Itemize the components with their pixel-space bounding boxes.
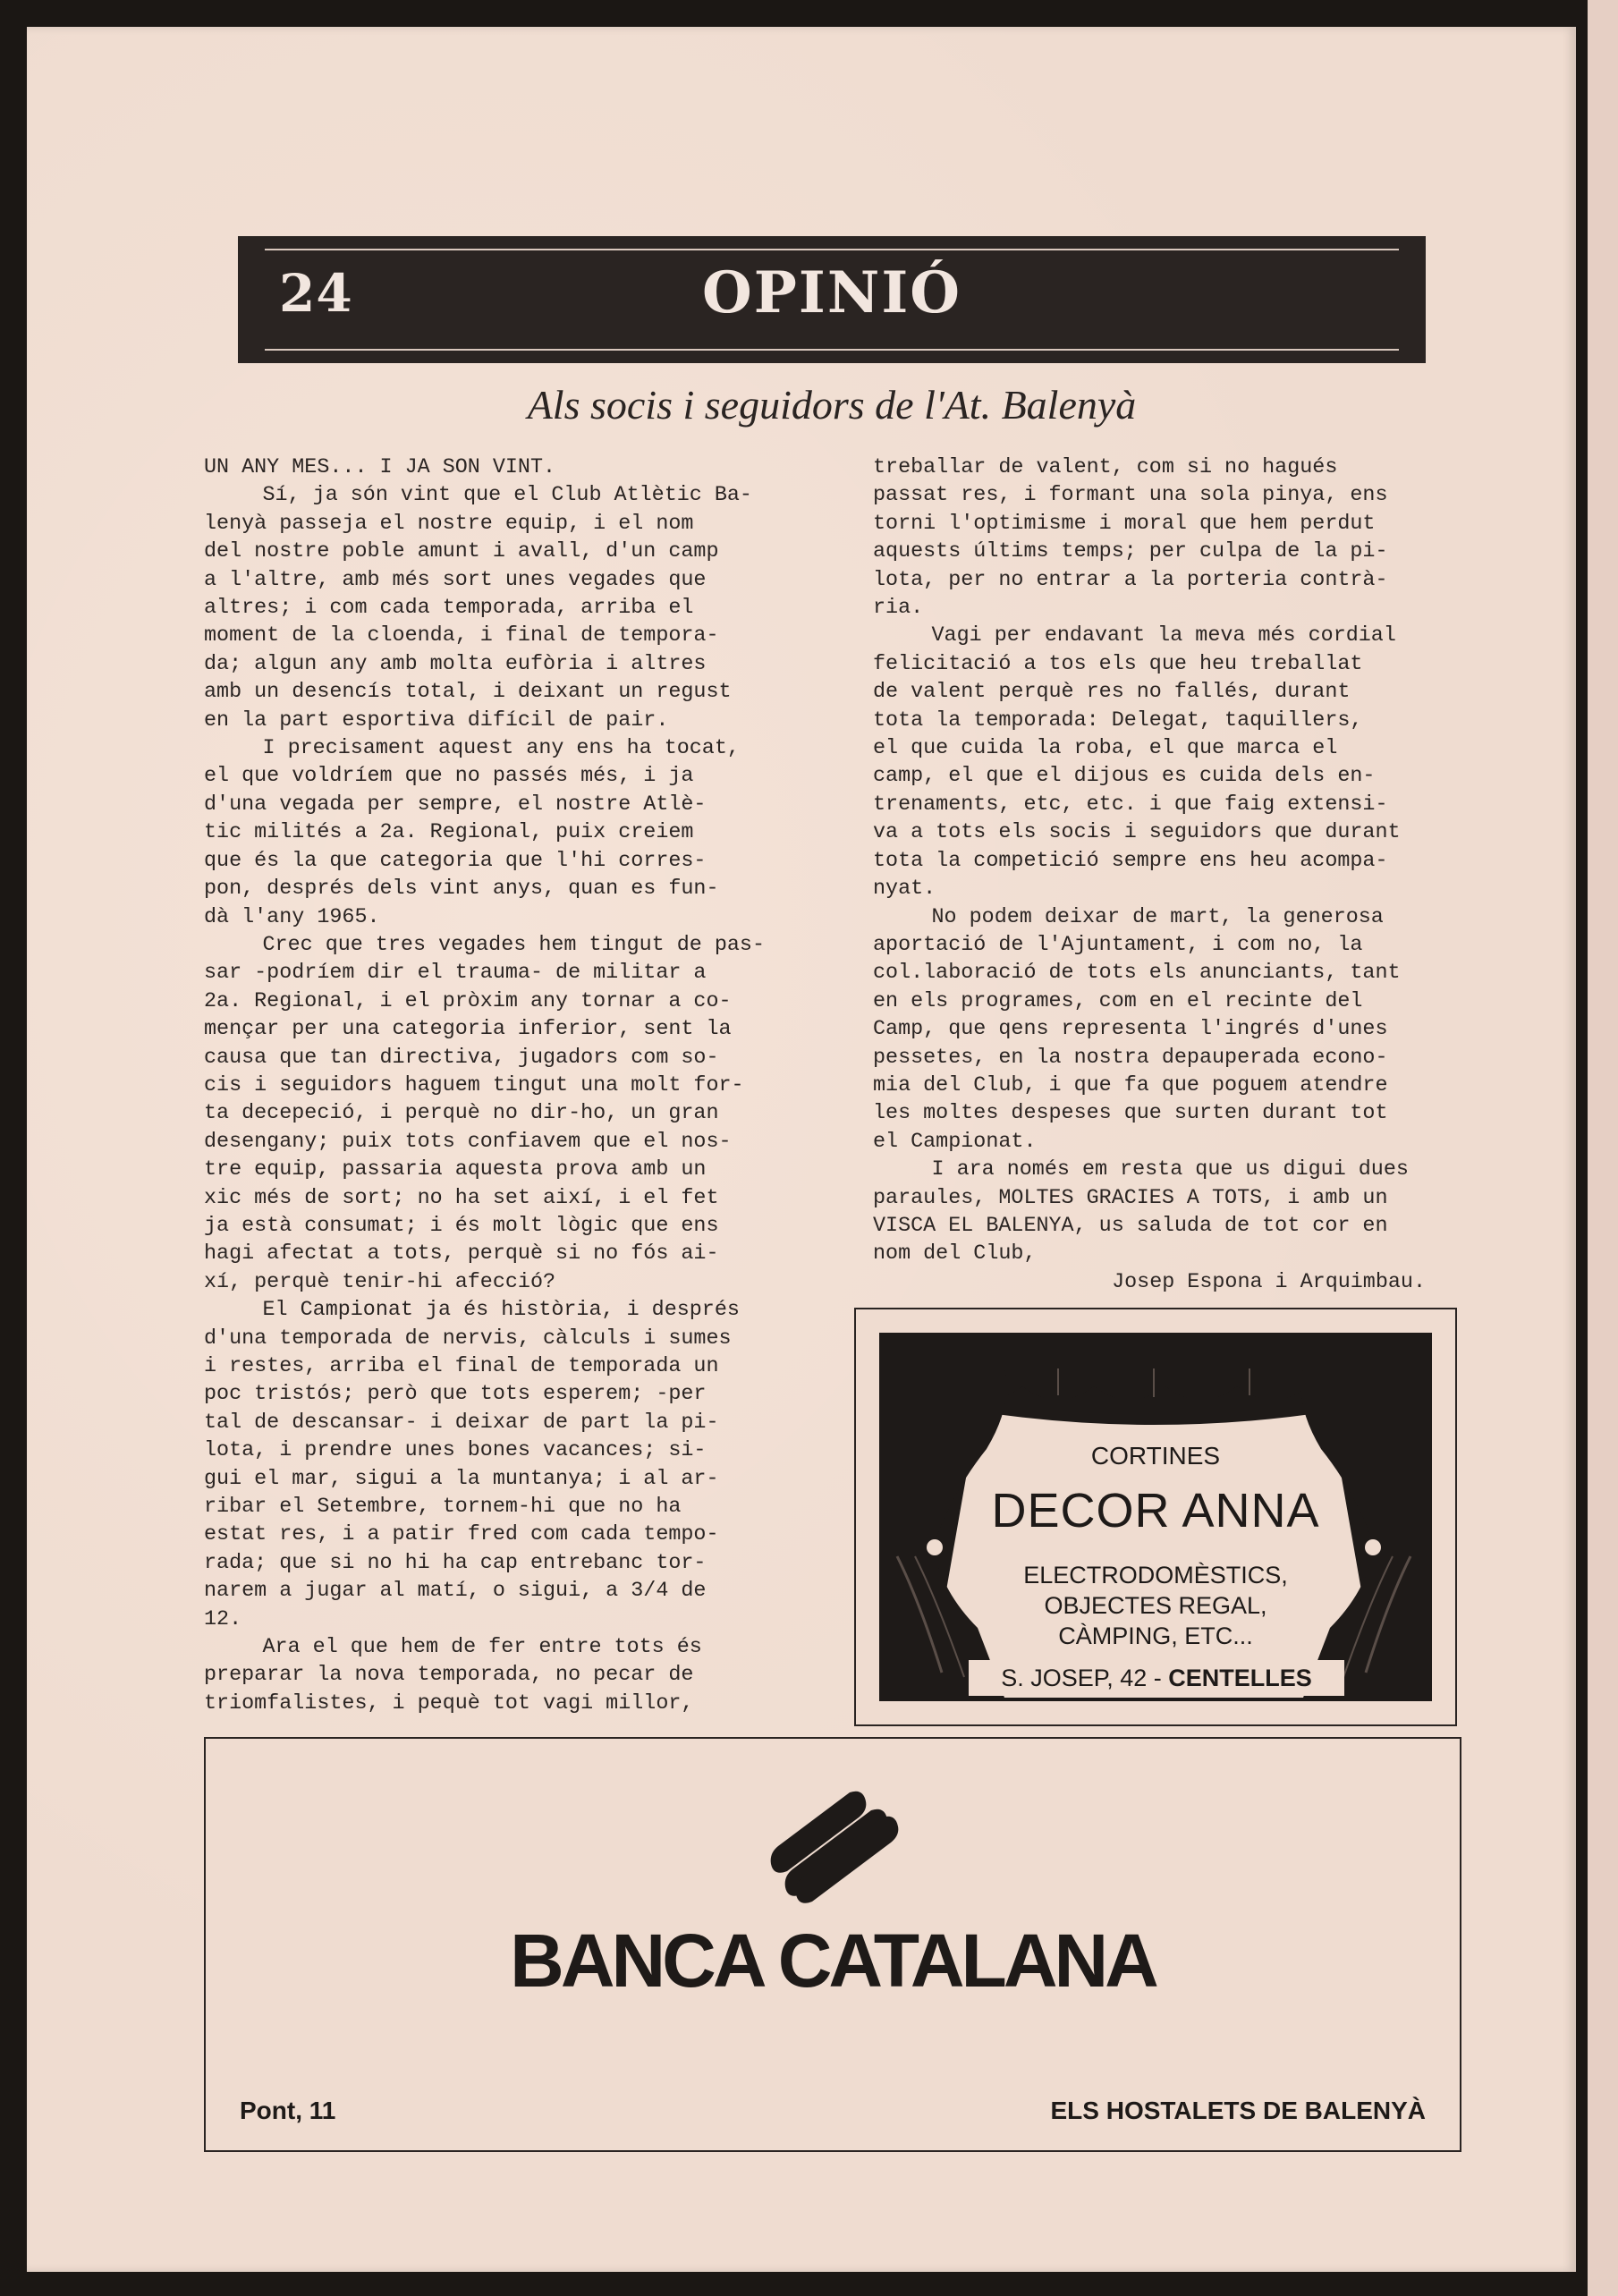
article-line: causa que tan directiva, jugadors com so- bbox=[204, 1046, 719, 1070]
article-line: el que cuida la roba, el que marca el bbox=[873, 737, 1338, 761]
article-line: No podem deixar de mart, la generosa bbox=[931, 905, 1384, 929]
article-line: tota la temporada: Delegat, taquillers, bbox=[873, 708, 1363, 733]
article-line: pessetes, en la nostra depauperada econo- bbox=[873, 1046, 1388, 1070]
article-line: Ara el que hem de fer entre tots és bbox=[262, 1636, 702, 1660]
article-line: que és la que categoria que l'hi corres- bbox=[204, 849, 707, 873]
article-line: altres; i com cada temporada, arriba el bbox=[204, 597, 694, 621]
page-number: 24 bbox=[279, 263, 353, 324]
article-line: VISCA EL BALENYA, us saluda de tot cor en bbox=[873, 1214, 1388, 1238]
advertisement-banca-catalana bbox=[204, 1737, 1461, 2152]
article-line: lota, i prendre unes bones vacances; si- bbox=[204, 1439, 707, 1463]
magazine-page bbox=[27, 27, 1576, 2272]
article-line: nom del Club, bbox=[873, 1242, 1037, 1267]
ad-address-city: CENTELLES bbox=[1168, 1665, 1312, 1691]
article-line: estat res, i a patir fred com cada tempo- bbox=[204, 1523, 719, 1547]
article-title: Als socis i seguidors de l'At. Balenyà bbox=[527, 382, 1137, 428]
article-line: lenyà passeja el nostre equip, i el nom bbox=[204, 512, 694, 536]
article-line: Vagi per endavant la meva més cordial bbox=[931, 624, 1396, 648]
article-signature: Josep Espona i Arquimbau. bbox=[1112, 1270, 1426, 1294]
article-line: pon, després dels vint anys, quan es fun- bbox=[204, 877, 719, 902]
banca-catalana-logo-icon bbox=[760, 1783, 903, 1909]
ad-line-camping: CÀMPING, ETC... bbox=[1058, 1622, 1253, 1649]
article-line: tic milités a 2a. Regional, puix creiem bbox=[204, 821, 694, 845]
article-line: El Campionat ja és història, i després bbox=[262, 1299, 740, 1323]
article-line: aquests últims temps; per culpa de la pi- bbox=[873, 540, 1388, 564]
bank-address-town: ELS HOSTALETS DE BALENYÀ bbox=[1050, 2097, 1426, 2124]
article-line: sar -podríem dir el trauma- de militar a bbox=[204, 962, 707, 986]
section-header bbox=[238, 236, 1426, 363]
article-line: amb un desencís total, i deixant un regust bbox=[204, 681, 732, 705]
article-line: paraules, MOLTES GRACIES A TOTS, i amb un bbox=[873, 1186, 1388, 1210]
article-line: d'una vegada per sempre, el nostre Atlè- bbox=[204, 792, 707, 817]
bank-name: BANCA CATALANA bbox=[510, 1919, 1156, 2003]
article-line: xí, perquè tenir-hi afecció? bbox=[204, 1270, 556, 1294]
article-line: d'una temporada de nervis, càlculs i sumes bbox=[204, 1326, 732, 1351]
article-line: tal de descansar- i deixar de part la pi- bbox=[204, 1411, 719, 1435]
article-line: tre equip, passaria aquesta prova amb un bbox=[204, 1158, 707, 1182]
article-line: el Campionat. bbox=[873, 1130, 1037, 1154]
article-line: rada; que si no hi ha cap entrebanc tor- bbox=[204, 1551, 707, 1575]
article-line: dà l'any 1965. bbox=[204, 905, 380, 929]
article-line: de valent perquè res no fallés, durant bbox=[873, 681, 1351, 705]
article-line: 12. bbox=[204, 1607, 242, 1631]
article-line: a l'altre, amb més sort unes vegades que bbox=[204, 568, 707, 592]
article-line: treballar de valent, com si no hagués bbox=[873, 456, 1338, 479]
article-line: triomfalistes, i pequè tot vagi millor, bbox=[204, 1691, 694, 1716]
ad-decor-anna-title: DECOR ANNA bbox=[991, 1484, 1320, 1538]
article-line: torni l'optimisme i moral que hem perdut bbox=[873, 512, 1376, 536]
bank-address-street: Pont, 11 bbox=[240, 2097, 336, 2124]
article-line: i restes, arriba el final de temporada un bbox=[204, 1355, 719, 1378]
article-line: en la part esportiva difícil de pair. bbox=[204, 708, 669, 733]
article-line: passat res, i formant una sola pinya, ens bbox=[873, 484, 1388, 508]
article-line: felicitació a tos els que heu treballat bbox=[873, 652, 1363, 676]
header-rule-bottom bbox=[265, 349, 1399, 351]
article-line: el que voldríem que no passés més, i ja bbox=[204, 765, 694, 789]
article-line: col.laboració de tots els anunciants, tant bbox=[873, 962, 1401, 986]
article-line: camp, el que el dijous es cuida dels en- bbox=[873, 765, 1376, 789]
article-line: preparar la nova temporada, no pecar de bbox=[204, 1664, 694, 1688]
article-line: lota, per no entrar a la porteria contrà- bbox=[873, 568, 1388, 592]
adjacent-page-edge bbox=[1577, 0, 1618, 2296]
article-line: moment de la cloenda, i final de tempora- bbox=[204, 624, 719, 648]
article-line: tota la competició sempre ens heu acompa- bbox=[873, 849, 1388, 873]
article-line: en els programes, com en el recinte del bbox=[873, 989, 1363, 1013]
section-title: OPINIÓ bbox=[702, 259, 961, 326]
article-line: va a tots els socis i seguidors que durant bbox=[873, 821, 1401, 845]
article-line: I ara només em resta que us digui dues bbox=[931, 1158, 1409, 1182]
article-line: mia del Club, i que fa que poguem atendre bbox=[873, 1073, 1388, 1097]
ad-address bbox=[969, 1660, 1344, 1696]
header-rule-top bbox=[265, 249, 1399, 250]
advertisement-decor-anna bbox=[854, 1308, 1457, 1726]
article-line: poc tristós; però que tots esperem; -per bbox=[204, 1383, 707, 1407]
article-line: da; algun any amb molta eufòria i altres bbox=[204, 652, 707, 676]
article-line: les moltes despeses que surten durant tot bbox=[873, 1102, 1388, 1126]
article-line: gui el mar, sigui a la muntanya; i al ar- bbox=[204, 1467, 719, 1491]
ad-address-street: S. JOSEP, 42 - bbox=[1001, 1665, 1162, 1691]
article-line: aportació de l'Ajuntament, i com no, la bbox=[873, 933, 1363, 957]
ad-line-objectes-regal: OBJECTES REGAL, bbox=[1044, 1592, 1267, 1619]
article-line: xic més de sort; no ha set així, i el fet bbox=[204, 1186, 719, 1210]
ad-line-electrodomestics: ELECTRODOMÈSTICS, bbox=[1023, 1562, 1288, 1589]
article-line: nyat. bbox=[873, 877, 936, 902]
article-line: I precisament aquest any ens ha tocat, bbox=[262, 737, 740, 761]
article-line: Sí, ja són vint que el Club Atlètic Ba- bbox=[262, 484, 752, 508]
article-line: desengany; puix tots confiavem que el nos- bbox=[204, 1130, 732, 1154]
article-line: trenaments, etc, etc. i que faig extensi- bbox=[873, 792, 1388, 817]
article-line: 2a. Regional, i el pròxim any tornar a co- bbox=[204, 989, 732, 1013]
article-line: UN ANY MES... I JA SON VINT. bbox=[204, 456, 556, 479]
ad-curtain-frame bbox=[879, 1333, 1432, 1701]
article-line: ja està consumat; i és molt lògic que ens bbox=[204, 1214, 719, 1238]
article-line: narem a jugar al matí, o sigui, a 3/4 de bbox=[204, 1580, 707, 1604]
article-line: cis i seguidors haguem tingut una molt for- bbox=[204, 1073, 744, 1097]
article-line: ribar el Setembre, tornem-hi que no ha bbox=[204, 1495, 682, 1520]
article-line: del nostre poble amunt i avall, d'un camp bbox=[204, 540, 719, 564]
article-line: hagi afectat a tots, perquè si no fós ai- bbox=[204, 1242, 719, 1267]
article-line: mençar per una categoria inferior, sent la bbox=[204, 1018, 732, 1042]
article-line: ta decepeció, i perquè no dir-ho, un gran bbox=[204, 1102, 719, 1126]
article-line: Crec que tres vegades hem tingut de pas- bbox=[262, 933, 765, 957]
article-column-left bbox=[204, 454, 812, 1718]
article-line: Camp, que qens representa l'ingrés d'unes bbox=[873, 1018, 1388, 1042]
ad-cortines-label: CORTINES bbox=[1090, 1442, 1221, 1470]
article-line: ria. bbox=[873, 597, 924, 621]
article-column-right bbox=[873, 454, 1481, 1297]
